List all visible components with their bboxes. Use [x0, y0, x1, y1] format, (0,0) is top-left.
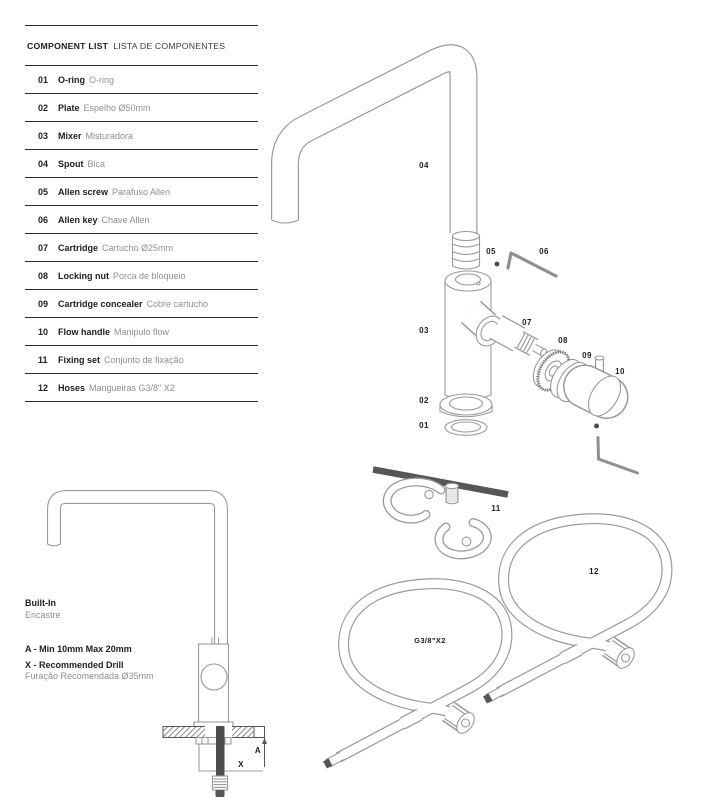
dimension-a-label: A: [254, 746, 262, 755]
plate-illustration: [440, 394, 492, 417]
component-translation: Manipulo flow: [114, 326, 170, 337]
note-dimension-a: A - Min 10mm Max 20mm: [25, 644, 132, 654]
flow-handle-illustration: [582, 356, 627, 422]
part-label-concealer: 09: [582, 351, 592, 360]
component-translation: Chave Allen: [101, 214, 150, 225]
part-label-cartridge: 07: [522, 318, 532, 327]
note-recommended-drill-pt: Furação Recomendada Ø35mm: [25, 671, 154, 681]
component-number: 07: [38, 242, 49, 253]
component-name: Allen screw: [58, 186, 109, 197]
component-number: 12: [38, 382, 49, 393]
component-number: 02: [38, 102, 49, 113]
component-list: [25, 25, 258, 402]
component-list-header: [25, 26, 258, 66]
allen-key-icon: [598, 438, 638, 474]
fixing-horseshoe: [387, 482, 441, 519]
built-in-faucet: [47, 497, 233, 727]
component-name: Hoses: [58, 382, 86, 393]
component-translation: Bica: [87, 158, 106, 169]
countertop-section: [163, 726, 265, 738]
component-name: Fixing set: [58, 354, 101, 365]
component-row: [25, 150, 258, 178]
hose-size-label: G3/8"X2: [414, 636, 446, 645]
component-translation: Mangueiras G3/8" X2: [89, 382, 175, 393]
component-name: Locking nut: [58, 270, 109, 281]
component-row: [25, 94, 258, 122]
component-name: Spout: [58, 158, 84, 169]
part-label-hoses: 12: [589, 567, 599, 576]
allen-screw-icon: [495, 262, 500, 267]
component-name: Flow handle: [58, 326, 111, 337]
component-translation: Conjunto de fixação: [104, 354, 184, 365]
component-number: 11: [38, 354, 48, 365]
component-number: 06: [38, 214, 49, 225]
part-label-fixing-set: 11: [491, 504, 501, 513]
component-row: [25, 206, 258, 234]
component-row: [25, 262, 258, 290]
component-name: Allen key: [58, 214, 98, 225]
component-row: [25, 290, 258, 318]
component-name: Cartridge: [58, 242, 99, 253]
component-name: O-ring: [58, 74, 85, 85]
built-in-title: Built-In: [25, 598, 56, 608]
component-number: 08: [38, 270, 49, 281]
part-label-allen-key: 06: [539, 247, 549, 256]
part-label-plate: 02: [419, 396, 429, 405]
built-in-title-pt: Encastre: [25, 609, 61, 620]
component-row: [25, 346, 258, 374]
component-list-title-pt: LISTA DE COMPONENTES: [113, 41, 226, 51]
part-label-mixer: 03: [419, 326, 429, 335]
part-label-locking-nut: 08: [558, 336, 568, 345]
component-row: [25, 234, 258, 262]
component-number: 04: [38, 158, 49, 169]
component-row: [25, 122, 258, 150]
component-name: Cartridge concealer: [58, 298, 143, 309]
allen-key-icon: [508, 253, 556, 276]
component-translation: Misturadora: [85, 130, 134, 141]
spout-illustration: [272, 58, 464, 233]
component-number: 10: [38, 326, 49, 337]
part-label-o-ring: 01: [419, 421, 429, 430]
component-translation: Espelho Ø50mm: [83, 102, 151, 113]
built-in-diagram: [20, 480, 280, 800]
part-label-flow-handle: 10: [615, 367, 625, 376]
dimension-x-label: X: [238, 760, 244, 769]
component-translation: Cartucho Ø25mm: [102, 242, 174, 253]
component-translation: Porca de bloqueio: [113, 270, 186, 281]
part-label-spout: 04: [419, 161, 429, 170]
component-number: 03: [38, 130, 49, 141]
component-translation: Cobre cartucho: [146, 298, 209, 309]
component-number: 01: [38, 74, 49, 85]
fixing-set-illustration: [373, 470, 508, 555]
cartridge-illustration: [496, 327, 548, 357]
component-number: 09: [38, 298, 49, 309]
hoses-illustration: [325, 519, 667, 765]
allen-screw-icon: [594, 424, 599, 429]
spout-connector-rings: [453, 232, 480, 270]
fixing-cylinder: [446, 483, 459, 503]
part-label-allen-screw: 05: [486, 247, 496, 256]
fixing-horseshoe: [439, 523, 487, 555]
note-recommended-drill: X - Recommended Drill: [25, 659, 124, 670]
component-name: Mixer: [58, 130, 82, 141]
hose: [325, 584, 507, 765]
component-row: [25, 178, 258, 206]
component-translation: Parafuso Allen: [112, 186, 171, 197]
o-ring-illustration: [445, 420, 487, 436]
dimension-marks: [238, 738, 267, 770]
exploded-view-diagram: [265, 0, 708, 800]
component-list-title-en: COMPONENT LIST: [27, 41, 109, 51]
component-row: [25, 66, 258, 94]
component-row: [25, 374, 258, 402]
component-number: 05: [38, 186, 49, 197]
component-row: [25, 318, 258, 346]
component-translation: O-ring: [89, 74, 115, 85]
component-name: Plate: [58, 102, 80, 113]
